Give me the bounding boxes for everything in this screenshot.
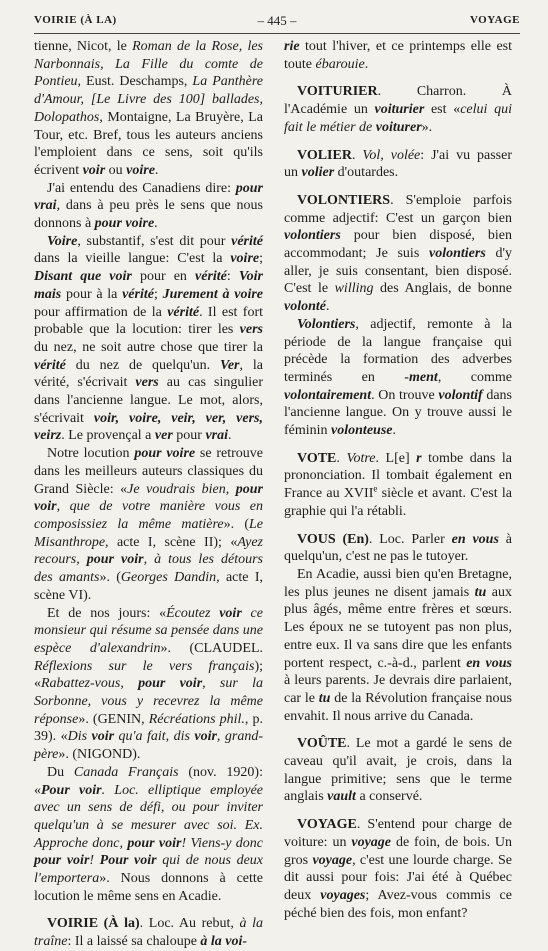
text-run: de la Révolution française nous envahit. Il nous arrive du Canada. xyxy=(284,690,512,724)
left-column xyxy=(34,38,263,951)
text-run: . L[e] xyxy=(375,450,417,466)
text-run: du nez, ne soit autre chose que tirer la xyxy=(34,339,263,355)
text-run: vers xyxy=(135,375,159,391)
page-number: – 445 – xyxy=(257,13,297,28)
text-run: tienne, Nicot, le xyxy=(34,39,133,54)
text-run: qu'a fait, dis xyxy=(114,729,195,745)
headword: VOTE xyxy=(297,450,337,466)
text-run: voiturier xyxy=(374,102,425,118)
text-run: . xyxy=(351,147,363,163)
text-run: pour en xyxy=(131,269,196,285)
header-right-guideword: VOYAGE xyxy=(469,14,520,26)
text-run: des Anglais, de bonne xyxy=(373,281,513,297)
text-run: pour voir xyxy=(127,835,182,851)
dictionary-entry xyxy=(284,816,512,922)
text-run: . S'emploie parfois comme adjectif: C'est un garçon bien xyxy=(284,192,512,226)
text-run: Pour voir xyxy=(99,853,157,869)
text-run: -ment xyxy=(404,369,438,385)
headword: VOLIER xyxy=(297,147,352,163)
text-run: tu xyxy=(474,584,487,600)
text-run: Voire xyxy=(47,233,78,249)
text-run: tout l'hiver, et ce printemps elle est toute xyxy=(284,39,512,72)
text-run: tu xyxy=(318,690,331,706)
text-run: . Le mot a gardé le sens de caveau qu'il avait, je crois, dans la langue primitive; sens que le terme anglais xyxy=(284,736,512,805)
text-run: voire xyxy=(230,251,260,267)
text-run: ce monsieur qui résume sa pensée dans une espèce d'alexandrin xyxy=(34,605,263,656)
text-run: pour voire xyxy=(134,446,196,462)
text-run: à leurs parents. Je devrais dire parlaient, car le xyxy=(284,673,512,706)
paragraph xyxy=(34,233,263,445)
text-run: , substantif, s'est dit pour xyxy=(77,233,232,249)
text-run: . On trouve xyxy=(371,387,439,403)
text-run: vrai xyxy=(205,428,229,444)
text-run: Votre xyxy=(346,450,376,466)
text-run: pour voir xyxy=(34,481,263,515)
text-run: pour voir xyxy=(86,552,144,568)
text-run: pour vrai xyxy=(34,180,263,214)
text-run: Et de nos jours: « xyxy=(47,605,167,621)
text-run: : xyxy=(226,269,239,285)
headword: VOYAGE xyxy=(297,817,357,833)
text-run: pour bien disposé, bien accommodant; Je suis xyxy=(284,228,512,262)
text-run: dans la vieille langue: C'est la xyxy=(34,251,231,267)
text-run: . Loc. Parler xyxy=(368,531,452,547)
text-run: voir xyxy=(82,162,106,178)
text-run: , que de votre manière vous en composissiez la même matière xyxy=(34,499,263,532)
text-run: volier xyxy=(301,165,335,181)
text-run: Écoutez xyxy=(166,605,220,621)
text-run: pour voir xyxy=(34,853,90,869)
text-run: r xyxy=(416,450,422,466)
text-run: à quelqu'un, c'est ne pas le tutoyer. xyxy=(284,531,512,565)
text-run: Réflexions sur le vers français xyxy=(34,658,255,674)
text-run: du nez de quelqu'un. xyxy=(65,357,221,373)
text-run: voiturer xyxy=(375,119,422,135)
text-run: aux plus âgés, même entre frères et sœurs. Les époux ne se tutoyent pas non plus, entre eux. Il va sans dire que les enfants portent respect, c.-à-d., parlent xyxy=(284,584,513,671)
text-run: dans l'ancienne langue. On y trouve aussi le féminin xyxy=(284,387,512,439)
right-column xyxy=(284,38,512,922)
text-run: . Le provençal a xyxy=(61,428,155,444)
text-run: ou xyxy=(105,162,127,178)
text-run: . xyxy=(154,216,158,232)
text-run: Montaigne, La Bruyère, La Tour, etc. Bref, tous les auteurs anciens l'emploient dans ce sens, soit qu'ils écrivent xyxy=(34,109,263,178)
text-run: , adjectif, remonte à la période de la langue française qui précède la formation des adverbes terminés en xyxy=(284,316,512,385)
text-run: pour voir xyxy=(138,676,203,692)
text-run: voyage xyxy=(312,852,353,868)
text-run: En Acadie, aussi bien qu'en Bretagne, les plus jeunes ne disent jamais xyxy=(284,566,512,600)
text-run: ; xyxy=(259,251,263,267)
paragraph xyxy=(34,38,263,180)
text-run: , la vérité, s'écrivait xyxy=(34,357,263,391)
text-run: ; xyxy=(153,286,163,302)
text-run: a conservé. xyxy=(355,789,423,805)
text-run: J'ai entendu des Canadiens dire: xyxy=(47,180,236,196)
text-run: ébarouie xyxy=(315,56,365,72)
text-run: ». (CLAUDEL. xyxy=(160,640,263,656)
text-run: voir xyxy=(91,729,115,745)
text-run: voyages xyxy=(320,887,366,903)
text-run: . xyxy=(326,299,330,315)
text-run: Disant que voir xyxy=(34,269,132,285)
text-run: : Il a laissé sa chaloupe xyxy=(67,934,201,950)
text-run: ); « xyxy=(34,658,263,692)
text-run: . xyxy=(228,428,232,444)
text-run: ! xyxy=(89,853,100,869)
text-run: voire xyxy=(126,162,155,178)
text-run: . Loc. elliptique employée avec un sens de défi, ou pour inviter quelqu'un à se mesurer avec soi. Ex. Approche donc, xyxy=(34,782,264,851)
text-run: ». xyxy=(421,119,433,135)
text-run: : J'ai vu passer un xyxy=(284,147,513,181)
dictionary-entry xyxy=(284,735,512,806)
text-run: Georges Dandin, xyxy=(120,570,220,586)
dictionary-entry xyxy=(34,915,263,950)
text-run: celui qui fait le métier de xyxy=(284,102,512,135)
text-run: tombe dans la prononciation. Il tombait également en France au XVII xyxy=(284,450,513,502)
text-run: acte I, scène VI). xyxy=(34,570,263,603)
text-run: ». (GENIN, xyxy=(78,711,149,727)
text-run: vault xyxy=(327,789,356,805)
text-run: pour affirmation de la xyxy=(34,304,168,320)
text-run: vérité xyxy=(34,357,66,373)
text-run: Jurement à voire xyxy=(162,286,264,302)
dictionary-entry xyxy=(284,192,512,316)
paragraph xyxy=(34,605,263,764)
text-run: voir xyxy=(219,605,242,621)
text-run: volontiers xyxy=(428,246,486,262)
paragraph xyxy=(34,764,263,906)
text-run: Notre locution xyxy=(47,446,135,462)
text-run: , à tous les détours des amants xyxy=(34,552,263,586)
text-run: Je voudrais bien, xyxy=(127,481,236,497)
text-run: Le Misanthrope, xyxy=(34,516,263,550)
headword: VOITURIER xyxy=(297,84,378,100)
text-run: ! Viens-y donc xyxy=(181,835,263,851)
text-run: Ayez recours, xyxy=(34,534,263,568)
text-run: ». ( xyxy=(99,570,121,586)
headword: VOLONTIERS xyxy=(297,192,391,208)
headword: VOUS (En) xyxy=(297,531,369,547)
text-run: se retrouve dans les meilleurs auteurs classiques du Grand Siècle: « xyxy=(34,446,263,497)
text-run: Dis xyxy=(67,729,92,745)
text-run: , sur la Sorbonne, vous y recevrez la même réponse xyxy=(34,676,263,727)
text-run: voyage xyxy=(351,834,392,850)
text-run: . xyxy=(392,423,396,439)
paragraph xyxy=(284,316,512,440)
text-run: voir xyxy=(194,729,217,745)
paragraph xyxy=(284,566,512,725)
text-run: La Panthère d'Amour, [Le Livre des 100] ballades, Dolopathos, xyxy=(34,74,263,125)
text-run: (nov. 1920): « xyxy=(34,764,263,798)
text-run: siècle et avant. C'est la graphie qui l'a rétabli. xyxy=(284,486,512,519)
header-left-guideword: VOIRIE (À LA) xyxy=(34,14,117,26)
text-run: . xyxy=(154,162,159,178)
text-run: ». Nous donnons à cette locution le même sens en Acadie. xyxy=(34,871,263,904)
text-run: volonté xyxy=(284,299,326,315)
text-run: de foin, de bois. Un gros xyxy=(284,834,513,868)
paragraph xyxy=(34,180,263,233)
text-run: ver xyxy=(154,428,173,444)
paragraph xyxy=(34,445,263,604)
text-run: . Loc. Au rebut, xyxy=(139,916,240,932)
text-run: pour voire xyxy=(94,216,155,232)
text-run: p. 39). « xyxy=(34,711,263,745)
text-run: , comme xyxy=(437,369,512,385)
text-run: au cas singulier dans l'ancienne langue. Le mot, alors, s'écrivait xyxy=(34,375,263,426)
text-run: pour xyxy=(172,428,206,444)
text-run: volontiers xyxy=(284,228,341,244)
text-run: Canada Français xyxy=(73,764,179,780)
text-run: vérité xyxy=(167,304,200,320)
text-run: volontif xyxy=(438,387,483,403)
headword: VOIRIE (À la) xyxy=(47,916,140,932)
text-run: Eust. Deschamps, xyxy=(81,74,193,90)
headword: VOÛTE xyxy=(297,736,347,752)
running-header xyxy=(34,14,520,28)
dictionary-entry xyxy=(284,147,512,182)
text-run: willing xyxy=(334,281,374,297)
text-run: Ver xyxy=(220,357,240,373)
text-run: . xyxy=(336,450,347,466)
text-run: d'y aller, je suis consentant, bien disposé. C'est le xyxy=(284,246,512,297)
text-run: vérité xyxy=(122,286,154,302)
text-run: ». (NIGOND). xyxy=(58,747,141,763)
text-run: qui de nous deux l'emportera xyxy=(34,853,263,887)
text-run: , dans à peu près le sens que nous donnons à xyxy=(34,198,263,232)
dictionary-entry xyxy=(284,450,512,521)
text-run: Du xyxy=(47,764,74,780)
text-run: . Il est fort probable que la locution: tirer les xyxy=(34,304,263,338)
text-run: à la traîne xyxy=(34,916,264,950)
text-run: Pour voir xyxy=(41,782,102,798)
text-run: e xyxy=(373,483,378,494)
text-run: , c'est une lourde charge. Se dit aussi pour fois: J'ai été à Québec deux xyxy=(284,852,512,903)
dictionary-entry xyxy=(284,83,512,136)
text-run: ; Avez-vous commis ce péché bien des fois, mon enfant? xyxy=(284,887,512,921)
text-run: . S'entend pour charge de voiture: un xyxy=(284,817,512,850)
text-run: Récréations phil., xyxy=(148,711,249,727)
text-run: Volontiers xyxy=(297,316,356,332)
text-run: vérité xyxy=(231,233,263,249)
text-run: à la voi- xyxy=(200,934,248,950)
text-run: en vous xyxy=(451,531,499,547)
text-run: vérité xyxy=(195,269,227,285)
text-run: voir, voire, veir, ver, vers, veirz xyxy=(34,410,263,444)
text-run: d'outardes. xyxy=(334,165,399,181)
paragraph xyxy=(284,38,512,73)
text-run: volonteuse xyxy=(331,423,393,439)
text-run: Voir mais xyxy=(34,269,263,302)
dictionary-entry xyxy=(284,531,512,566)
text-run: Vol, volée xyxy=(362,147,421,163)
text-run: acte I, scène II); « xyxy=(108,534,238,550)
text-run: , grand-père xyxy=(34,729,263,763)
text-run: vers xyxy=(239,322,263,338)
text-run: est « xyxy=(424,102,461,118)
text-run: rie xyxy=(284,39,300,54)
text-run: Rabattez-vous, xyxy=(41,676,139,692)
text-run: en vous xyxy=(466,655,512,671)
text-run: . xyxy=(364,56,369,72)
text-run: . Charron. À l'Académie un xyxy=(284,84,512,118)
text-run: pour à la xyxy=(61,286,123,302)
text-run: volontairement xyxy=(284,387,372,403)
text-run: Roman de la Rose, les Narbonnais, La Fille du comte de Pontieu, xyxy=(34,39,263,90)
header-rule xyxy=(34,33,520,34)
text-run: ». ( xyxy=(223,516,249,532)
